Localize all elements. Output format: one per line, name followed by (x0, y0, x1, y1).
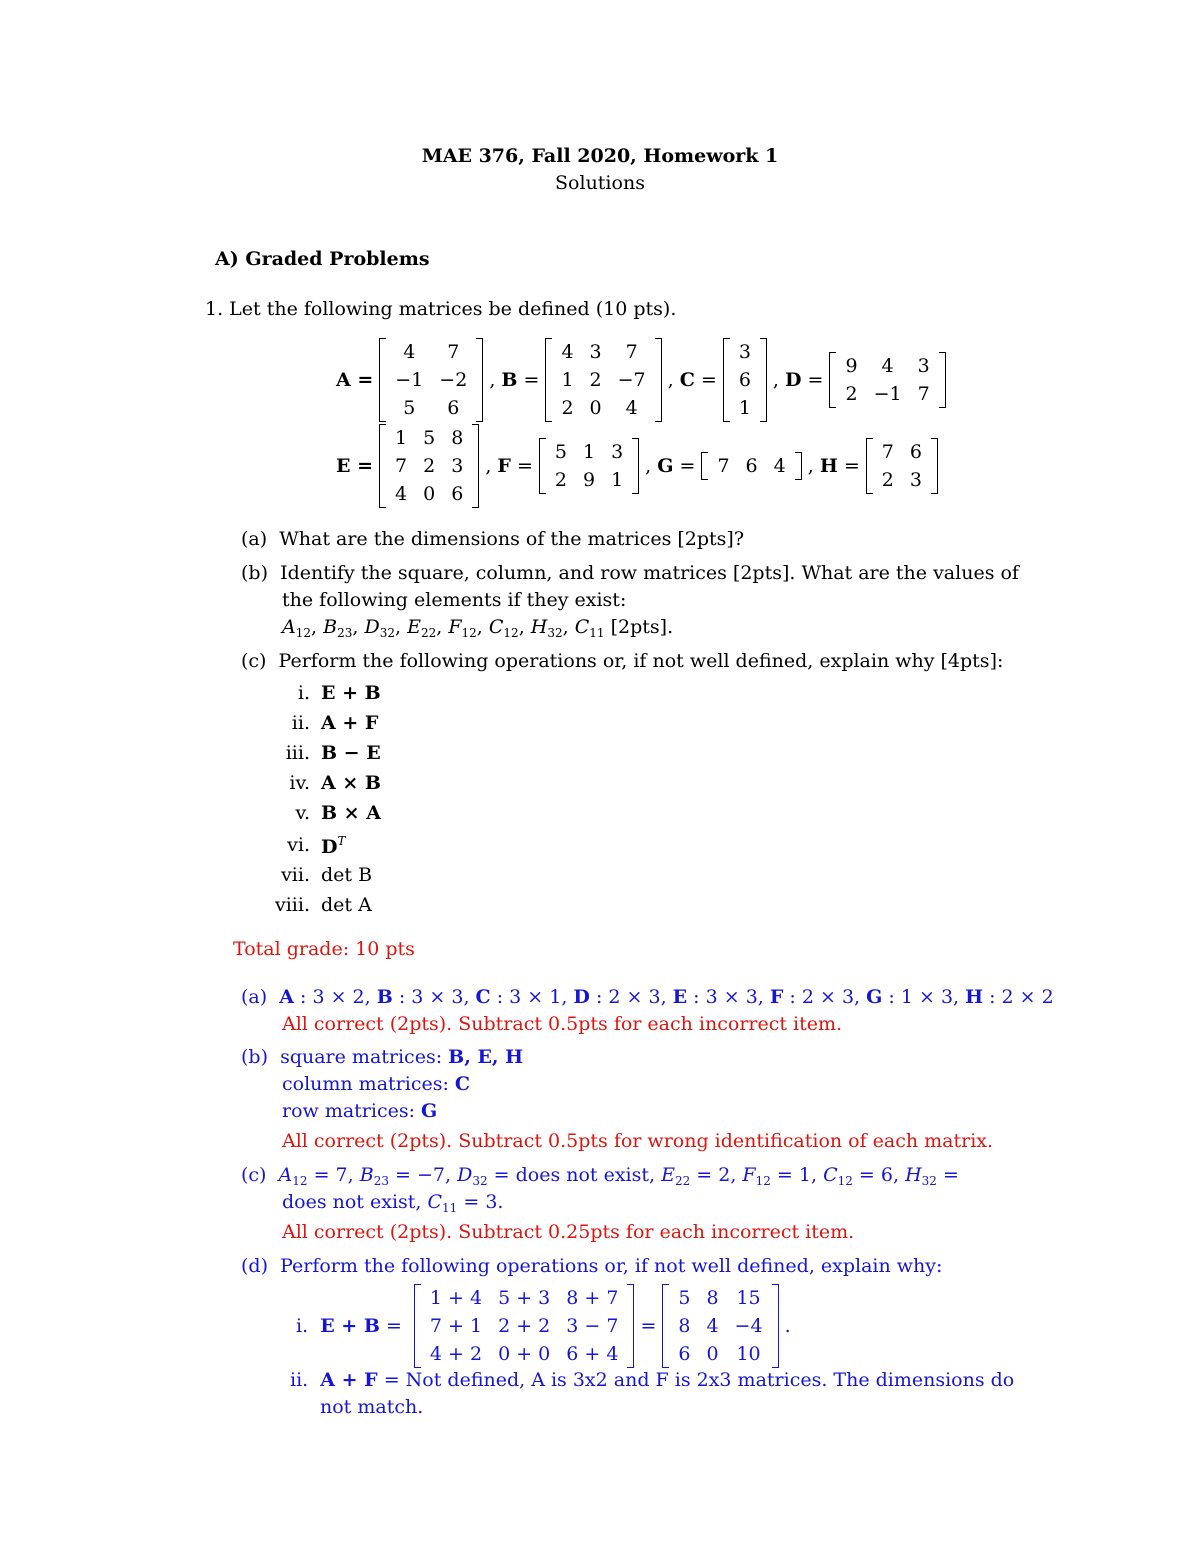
matrix-G (701, 452, 801, 480)
op-num: i. (297, 682, 310, 704)
matrix-cell: 0 (589, 397, 602, 419)
matrix-cell: 4 (561, 341, 574, 363)
matrix-cell: 6 (678, 1343, 691, 1365)
question-a: (a) What are the dimensions of the matrices [2pts]? (241, 528, 745, 550)
matrix-cell: 4 (403, 341, 416, 363)
solution-a-grade: All correct (2pts). Subtract 0.5pts for each incorrect item. (282, 1013, 843, 1035)
bracket-right (772, 1284, 779, 1368)
solution-c-line1: (c) $A_{12} = 7$, $B_{23} = -7$, $D_{32}$ = does not exist, $E_{22} = 2$, $F_{12} = 1$, $C_{12} = 6$, $H_{32}$ = (241, 1164, 959, 1188)
op-expr: det B (321, 864, 373, 886)
matrix-cell: 2 (423, 455, 436, 477)
matrix-cell: 8 (678, 1315, 691, 1337)
solution-d-ii-line2: not match. (320, 1396, 424, 1418)
solution-b-grade: All correct (2pts). Subtract 0.5pts for wrong identification of each matrix. (282, 1130, 994, 1152)
matrix-cell: 6 (745, 455, 758, 477)
question-b-elements: $A_{12}$, $B_{23}$, $D_{32}$, $E_{22}$, $F_{12}$, $C_{12}$, $H_{32}$, $C_{11}$ [2pts]. (282, 616, 674, 640)
matrix-B (545, 338, 661, 422)
matrix-cell: 4 (395, 483, 408, 505)
matrix-cell: 6 + 4 (566, 1343, 619, 1365)
op-expr: A × B (321, 772, 381, 794)
matrix-cell: 10 (736, 1343, 761, 1365)
matrix-cell: 8 (451, 427, 464, 449)
matrix-cell: 7 (881, 441, 894, 463)
solution-b-square: (b) square matrices: B, E, H (241, 1046, 524, 1068)
matrix-cell: 3 (738, 341, 751, 363)
solution-c-line2: does not exist, $C_{11} = 3$. (282, 1191, 504, 1215)
bracket-left (662, 1284, 669, 1368)
matrix-cell: 6 (909, 441, 922, 463)
op-num: vi. (287, 834, 310, 856)
solution-d: (d) Perform the following operations or, if not well defined, explain why: (241, 1255, 943, 1277)
matrix-sum-expression (414, 1284, 635, 1368)
question-b-line2: the following elements if they exist: (282, 589, 627, 611)
matrix-cell: 7 (447, 341, 460, 363)
matrix-cell: 1 (561, 369, 574, 391)
matrix-cell: 2 + 2 (498, 1315, 551, 1337)
bracket-right (476, 338, 483, 422)
bracket-left (414, 1284, 421, 1368)
matrix-cell: 5 (678, 1287, 691, 1309)
matrix-cell: 6 (451, 483, 464, 505)
solution-b-row: row matrices: G (282, 1100, 438, 1122)
doc-subtitle: Solutions (555, 172, 645, 194)
matrix-cell: 3 (451, 455, 464, 477)
solution-a: (a) A : 3 × 2, B : 3 × 3, C : 3 × 1, D : 2 × 3, E : 3 × 3, F : 2 × 3, G : 1 × 3, H : 2 × 2 (241, 986, 1054, 1008)
matrix-H (866, 438, 938, 494)
matrix-cell: 3 (611, 441, 624, 463)
op-num: vii. (281, 864, 310, 886)
matrices-row-1: A = 4 7 −1 −2 5 6 , B = 4 3 7 1 2 −7 2 0 4 , C = 3 6 1 , D = 9 4 3 2 −1 7 (330, 338, 946, 422)
matrix-D (829, 352, 945, 408)
bracket-right (795, 452, 802, 480)
op-num: ii. (291, 712, 310, 734)
op-expr: $D^T$ (321, 834, 346, 858)
matrix-cell: 2 (554, 469, 567, 491)
matrix-cell: −1 (395, 369, 424, 391)
matrix-cell: 3 (909, 469, 922, 491)
bracket-left (829, 352, 836, 408)
bracket-right (627, 1284, 634, 1368)
matrix-cell: 2 (589, 369, 602, 391)
bracket-left (545, 338, 552, 422)
matrix-cell: 1 + 4 (429, 1287, 483, 1309)
matrix-cell: −7 (617, 369, 646, 391)
matrix-cell: 2 (561, 397, 574, 419)
op-num: v. (295, 802, 310, 824)
matrix-cell: 7 (917, 383, 930, 405)
matrix-cell: 0 + 0 (498, 1343, 551, 1365)
op-expr: B − E (321, 742, 381, 764)
bracket-left (539, 438, 546, 494)
matrix-cell: 5 (554, 441, 567, 463)
solution-d-i: i. E + B = 1 + 4 5 + 3 8 + 7 7 + 1 2 + 2 3 − 7 4 + 2 0 + 0 6 + 4 = 5 8 15 8 4 −4 6 0 10 . (296, 1284, 797, 1368)
bracket-right (472, 424, 479, 508)
matrix-cell: 3 (589, 341, 602, 363)
op-num: viii. (274, 894, 310, 916)
matrix-F (539, 438, 639, 494)
matrix-cell: 8 (706, 1287, 719, 1309)
doc-title: MAE 376, Fall 2020, Homework 1 (421, 145, 779, 167)
matrix-cell: 0 (423, 483, 436, 505)
op-expr: E + B (321, 682, 381, 704)
matrix-cell: 5 (423, 427, 436, 449)
matrix-C (723, 338, 767, 422)
matrix-cell: 9 (582, 469, 596, 491)
matrices-row-2: E = 1 5 8 7 2 3 4 0 6 , F = 5 1 3 2 9 1 , G = 7 6 4 , H = 7 6 2 3 (330, 424, 938, 508)
matrix-cell: 2 (881, 469, 894, 491)
matrix-cell: −1 (873, 383, 902, 405)
matrix-cell: 3 (917, 355, 930, 377)
matrix-cell: 5 + 3 (498, 1287, 551, 1309)
matrix-cell: 15 (736, 1287, 761, 1309)
bracket-right (931, 438, 938, 494)
solution-c-grade: All correct (2pts). Subtract 0.25pts for each incorrect item. (282, 1221, 855, 1243)
matrix-cell: 0 (706, 1343, 719, 1365)
total-grade: Total grade: 10 pts (233, 938, 415, 960)
matrix-cell: 1 (738, 397, 751, 419)
bracket-left (379, 424, 386, 508)
op-num: iv. (289, 772, 310, 794)
matrix-E (379, 424, 479, 508)
bracket-left (866, 438, 873, 494)
matrix-cell: 4 (881, 355, 894, 377)
op-expr: B × A (321, 802, 381, 824)
matrix-cell: 1 (395, 427, 408, 449)
solution-b-column: column matrices: C (282, 1073, 471, 1095)
solution-d-ii: ii. A + F = Not defined, A is 3x2 and F is 2x3 matrices. The dimensions do (290, 1369, 1015, 1391)
problem-intro: 1. Let the following matrices be defined (10 pts). (205, 298, 677, 320)
matrix-cell: 4 (706, 1315, 719, 1337)
matrix-cell: 9 (845, 355, 858, 377)
matrix-cell: 2 (845, 383, 858, 405)
bracket-left (701, 452, 708, 480)
op-expr: det A (321, 894, 372, 916)
matrix-cell: −2 (439, 369, 468, 391)
bracket-right (760, 338, 767, 422)
op-num: iii. (285, 742, 310, 764)
bracket-right (939, 352, 946, 408)
matrix-cell: 3 − 7 (566, 1315, 619, 1337)
matrix-cell: 5 (403, 397, 416, 419)
matrix-cell: 6 (447, 397, 460, 419)
matrix-cell: 1 (611, 469, 624, 491)
matrix-cell: 4 + 2 (429, 1343, 483, 1365)
matrix-cell: 4 (625, 397, 638, 419)
matrix-cell: −4 (734, 1315, 763, 1337)
matrix-cell: 7 (395, 455, 408, 477)
bracket-right (655, 338, 662, 422)
matrix-cell: 8 + 7 (566, 1287, 619, 1309)
matrix-cell: 7 (717, 455, 730, 477)
question-c: (c) Perform the following operations or, if not well defined, explain why [4pts]: (241, 650, 1004, 672)
matrix-sum-result (662, 1284, 778, 1368)
section-heading: A) Graded Problems (215, 248, 430, 270)
matrix-cell: 1 (582, 441, 596, 463)
matrix-cell: 6 (738, 369, 751, 391)
matrix-cell: 4 (773, 455, 786, 477)
bracket-left (379, 338, 386, 422)
op-expr: A + F (321, 712, 379, 734)
matrix-A (379, 338, 483, 422)
matrix-cell: 7 + 1 (429, 1315, 483, 1337)
matrix-cell: 7 (625, 341, 638, 363)
bracket-right (632, 438, 639, 494)
question-b: (b) Identify the square, column, and row matrices [2pts]. What are the values of (241, 562, 1019, 584)
bracket-left (723, 338, 730, 422)
